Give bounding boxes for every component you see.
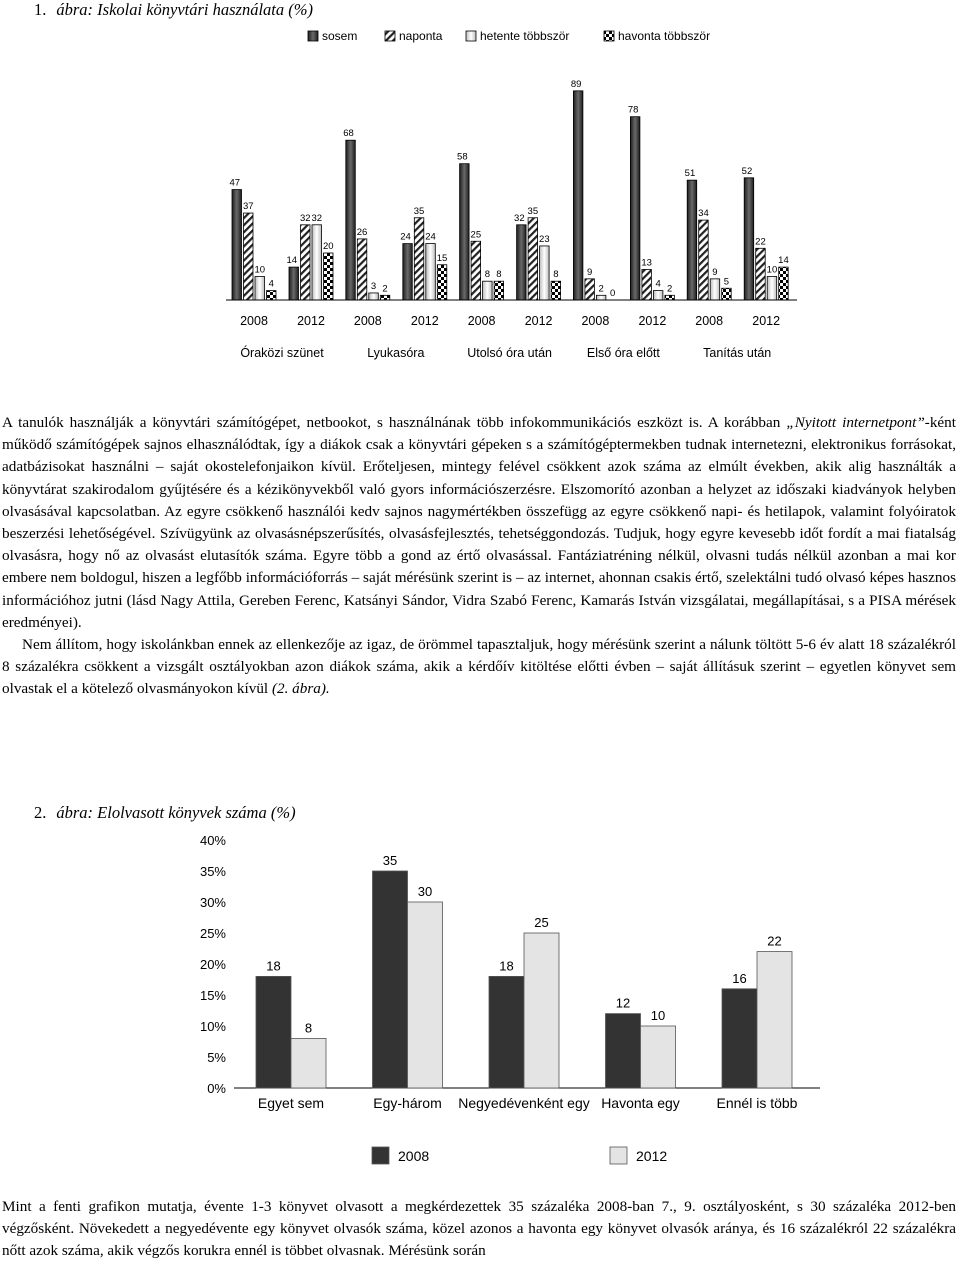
bar-value: 89 [570,78,582,90]
bar-5-2008-havonta-többször [722,288,732,300]
bar-value: 8 [496,269,502,281]
bar-value: 78 [627,104,639,116]
figure2-chart [0,826,960,1176]
y-tick-label: 15% [199,988,226,1003]
bar-value: 35 [382,853,398,868]
bar-5-2012-havonta-többször [779,267,789,300]
bar-5-2008-sosem [687,180,697,300]
bar-1-2008-hetente-többször [255,277,265,301]
legend-swatch-2 [385,31,395,41]
bar-value: 30 [417,884,433,899]
bar-value: 10 [766,264,778,276]
bar-5-2012-sosem [744,178,754,300]
bar-3-2008-naponta [471,241,481,300]
bar-4-2012-sosem [630,117,640,300]
group-label: Lyukasóra [367,346,425,360]
bar-1-2012-hetente-többször [312,225,322,300]
year-label: 2012 [752,314,781,328]
bar-value: 34 [698,208,709,220]
figure1-labels [229,79,788,360]
legend-label-4: havonta többször [618,29,711,43]
bar-5-2012-naponta [756,248,766,300]
bar-value: 24 [425,231,436,243]
legend-label-2008: 2008 [398,1148,430,1164]
legend-swatch-1 [308,31,318,41]
figure2-legend [372,1147,667,1164]
category-label: Ennél is több [716,1095,798,1111]
bar-2012-4 [641,1026,676,1088]
category-label: Egy-három [373,1095,442,1111]
year-label: 2008 [581,314,610,328]
bar-2-2012-sosem [403,244,413,300]
bar-value: 26 [356,226,368,238]
bar-1-2012-sosem [289,267,299,300]
bar-value: 0 [610,288,616,299]
group-label: Óraközi szünet [240,346,324,360]
y-tick-label: 30% [199,895,226,910]
bar-3-2012-havonta-többször [551,281,561,300]
bar-4-2012-hetente-többször [653,291,663,300]
body-text-1 [2,412,956,701]
bar-4-2008-sosem [573,91,583,300]
figure1-caption: 1. ábra: Iskolai könyvtári használata (%) [34,0,314,19]
bar-value: 13 [641,257,652,269]
y-tick-label: 5% [207,1050,226,1065]
bar-value: 15 [436,252,448,264]
year-label: 2012 [297,314,325,328]
bar-value: 4 [268,278,274,290]
bar-value: 32 [311,212,323,224]
year-label: 2012 [524,314,553,328]
bar-value: 8 [304,1020,313,1036]
bar-value: 22 [755,236,766,248]
figure1-legend [308,29,710,43]
bar-2012-1 [291,1038,326,1088]
year-label: 2008 [240,314,268,328]
group-label: Utolsó óra után [467,346,552,360]
bar-value: 16 [732,970,747,986]
bar-4-2012-naponta [642,269,652,300]
bar-value: 10 [254,264,266,276]
bar-value: 12 [615,995,631,1011]
bar-3-2008-hetente-többször [483,281,493,300]
bar-2-2008-sosem [346,140,356,300]
bar-value: 20 [322,241,334,252]
bar-value: 25 [534,915,549,930]
bar-2-2008-naponta [357,239,367,300]
category-label: Egyet sem [257,1095,325,1111]
legend-swatch-2008 [372,1147,389,1164]
bar-value: 5 [723,276,730,288]
bar-5-2012-hetente-többször [767,277,777,301]
legend-label-2012: 2012 [636,1148,668,1164]
y-tick-label: 0% [207,1081,226,1096]
bar-value: 37 [242,201,254,213]
figure2-caption: 2. ábra: Elolvasott könyvek száma (%) [34,803,296,822]
bar-value: 3 [370,280,377,292]
bar-2008-2 [373,871,408,1088]
bar-value: 9 [712,266,718,278]
bar-2-2008-hetente-többször [369,293,379,300]
bar-4-2008-naponta [585,279,595,300]
bar-value: 22 [767,933,782,949]
bar-3-2008-havonta-többször [494,281,504,300]
bar-value: 8 [484,269,490,281]
bar-value: 52 [741,165,753,177]
bar-1-2012-naponta [301,225,311,300]
bar-2-2008-havonta-többször [380,295,390,300]
bar-value: 35 [527,205,539,217]
bar-2-2012-naponta [414,218,424,300]
y-tick-label: 25% [199,926,226,941]
bar-value: 14 [286,255,298,267]
bar-2-2012-havonta-többször [437,265,447,300]
bar-value: 10 [650,1008,666,1023]
bar-value: 2 [598,283,604,295]
bar-value: 35 [413,205,425,217]
bar-value: 2 [667,283,673,295]
year-label: 2012 [638,314,667,328]
bar-value: 32 [299,212,311,224]
paragraph-2: Nem állítom, hogy iskolánkban ennek az ellenkezője az igaz, de örömmel tapasztaljuk, hogy mérésünk szerint a nálunk töltött 5-6 év alatt 18 százalékról 8 százalékra csökkent a vizsgált osztályokban azon diákok száma, akik a kérdőív kitöltése előtti évben – saját állításuk szerint – egyetlen könyvet sem olvastak el a kötelező olvasmányokon kívül (2. ábra). [2,636,956,698]
legend-label-2: naponta [399,29,443,43]
bar-value: 8 [553,269,559,281]
year-label: 2008 [353,314,382,328]
bar-3-2008-sosem [460,164,470,300]
bar-value: 2 [382,283,388,295]
y-tick-label: 40% [199,833,226,848]
bar-2-2012-hetente-többször [426,244,436,300]
bar-2008-4 [606,1014,641,1088]
legend-swatch-2012 [610,1147,627,1164]
year-label: 2012 [410,314,439,328]
y-tick-label: 10% [199,1019,226,1034]
bar-value: 25 [470,229,482,241]
bar-value: 58 [457,151,468,163]
legend-swatch-3 [466,31,476,41]
bar-1-2008-naponta [244,213,254,300]
paragraph-3: Mint a fenti grafikon mutatja, évente 1-3 könyvet olvasott a megkérdezettek 35 százaléka 2008-ban 7., 9. osztályosként, s 30 százaléka 2012-ben végzősként. Növekedett a negyedévente egy könyvet olvasók száma, közel azonos a havonta egy könyvet olvasók aránya, és 16 százalékról 22 százalékra nőtt azok száma, akik végzős korukra ennél is többet olvasnak. Mérésünk során [2,1198,956,1260]
bar-value: 51 [684,168,696,180]
body-text-2 [2,1196,956,1263]
group-label: Első óra előtt [586,346,660,360]
legend-label-3: hetente többször [480,29,570,43]
bar-1-2008-havonta-többször [267,291,277,300]
bar-2008-1 [256,976,291,1088]
figure2-bars [256,871,792,1088]
year-label: 2008 [467,314,496,328]
bar-value: 14 [778,255,789,267]
bar-value: 18 [499,958,514,974]
legend-label-1: sosem [322,29,358,43]
bar-4-2012-havonta-többször [665,295,675,300]
paragraph-1: A tanulók használják a könyvtári számítógépet, netbookot, s használnának több infokommunikációs eszközt is. A korábban „Nyitott internetpont”-ként működő számítógépek sajnos elhasználódtak, így a diákok csak a könyvtári gépeken s a számítógéptermekben tudnak internetezni, elektronikus forrásokat, adatbázisokat használni – saját okostelefonjaikon kívül. Erőteljesen, mintegy felével csökkent azok száma az elmúlt években, akik alig használták a könyvtárat szakirodalom gyűjtésére és a kézikönyvekből való gyors információszerzésre. Elszomorító azonban a helyzet az időszaki kiadványok helyben olvasásával kapcsolatban. Az egyre csökkenő használói kedv sajnos nagymértékben összefügg az egyre csökkenő napi- és hetilapok, valamint folyóiratok beszerzési lehetőségével. Szívügyünk az olvasásnépszerűsítés, olvasásfejlesztés, tehetséggondozás. Tudjuk, hogy egyre kevesebb időt fordít a mai fiatalság olvasásra, hogy nő az olvasást elutasítók száma. Egyre több a gond az értő olvasással. Fantáziatréning nélkül, olvasni tudás nélkül azonban a mai kor embere nem boldogul, hiszen a legfőbb információforrás – saját mérésünk szerint is – az internet, ahonnan csakis értő, szelektálni tudó olvasó képes hasznos információhoz jutni (lásd Nagy Attila, Gereben Ferenc, Katsányi Sándor, Vidra Szabó Ferenc, Kamarás István vizsgálatai, megállapításai, s a PISA mérések eredményei). [2,414,956,631]
figure1-chart [0,22,960,402]
bar-5-2008-hetente-többször [710,279,720,300]
bar-value: 32 [514,212,525,224]
bar-1-2008-sosem [232,190,242,300]
bar-value: 9 [587,266,593,278]
bar-value: 47 [229,177,241,189]
bar-value: 23 [539,233,550,245]
bar-value: 68 [343,128,354,140]
bar-4-2008-hetente-többször [596,295,606,300]
bar-value: 4 [655,278,661,290]
bar-2008-3 [489,976,524,1088]
bar-value: 24 [400,231,411,243]
y-tick-label: 35% [199,864,226,879]
group-label: Tanítás után [703,346,772,360]
bar-value: 18 [266,958,281,974]
bar-2012-3 [524,933,559,1088]
category-label: Negyedévenként egy [458,1095,590,1111]
bar-5-2008-naponta [699,220,709,300]
bar-3-2012-sosem [517,225,527,300]
year-label: 2008 [695,314,724,328]
category-label: Havonta egy [601,1095,680,1111]
bar-2008-5 [722,989,757,1088]
legend-swatch-4 [604,31,614,41]
bar-3-2012-naponta [528,218,538,300]
bar-2012-2 [408,902,443,1088]
bar-2012-5 [757,952,792,1088]
y-tick-label: 20% [199,957,226,972]
bar-1-2012-havonta-többször [324,253,334,300]
bar-3-2012-hetente-többször [540,246,550,300]
